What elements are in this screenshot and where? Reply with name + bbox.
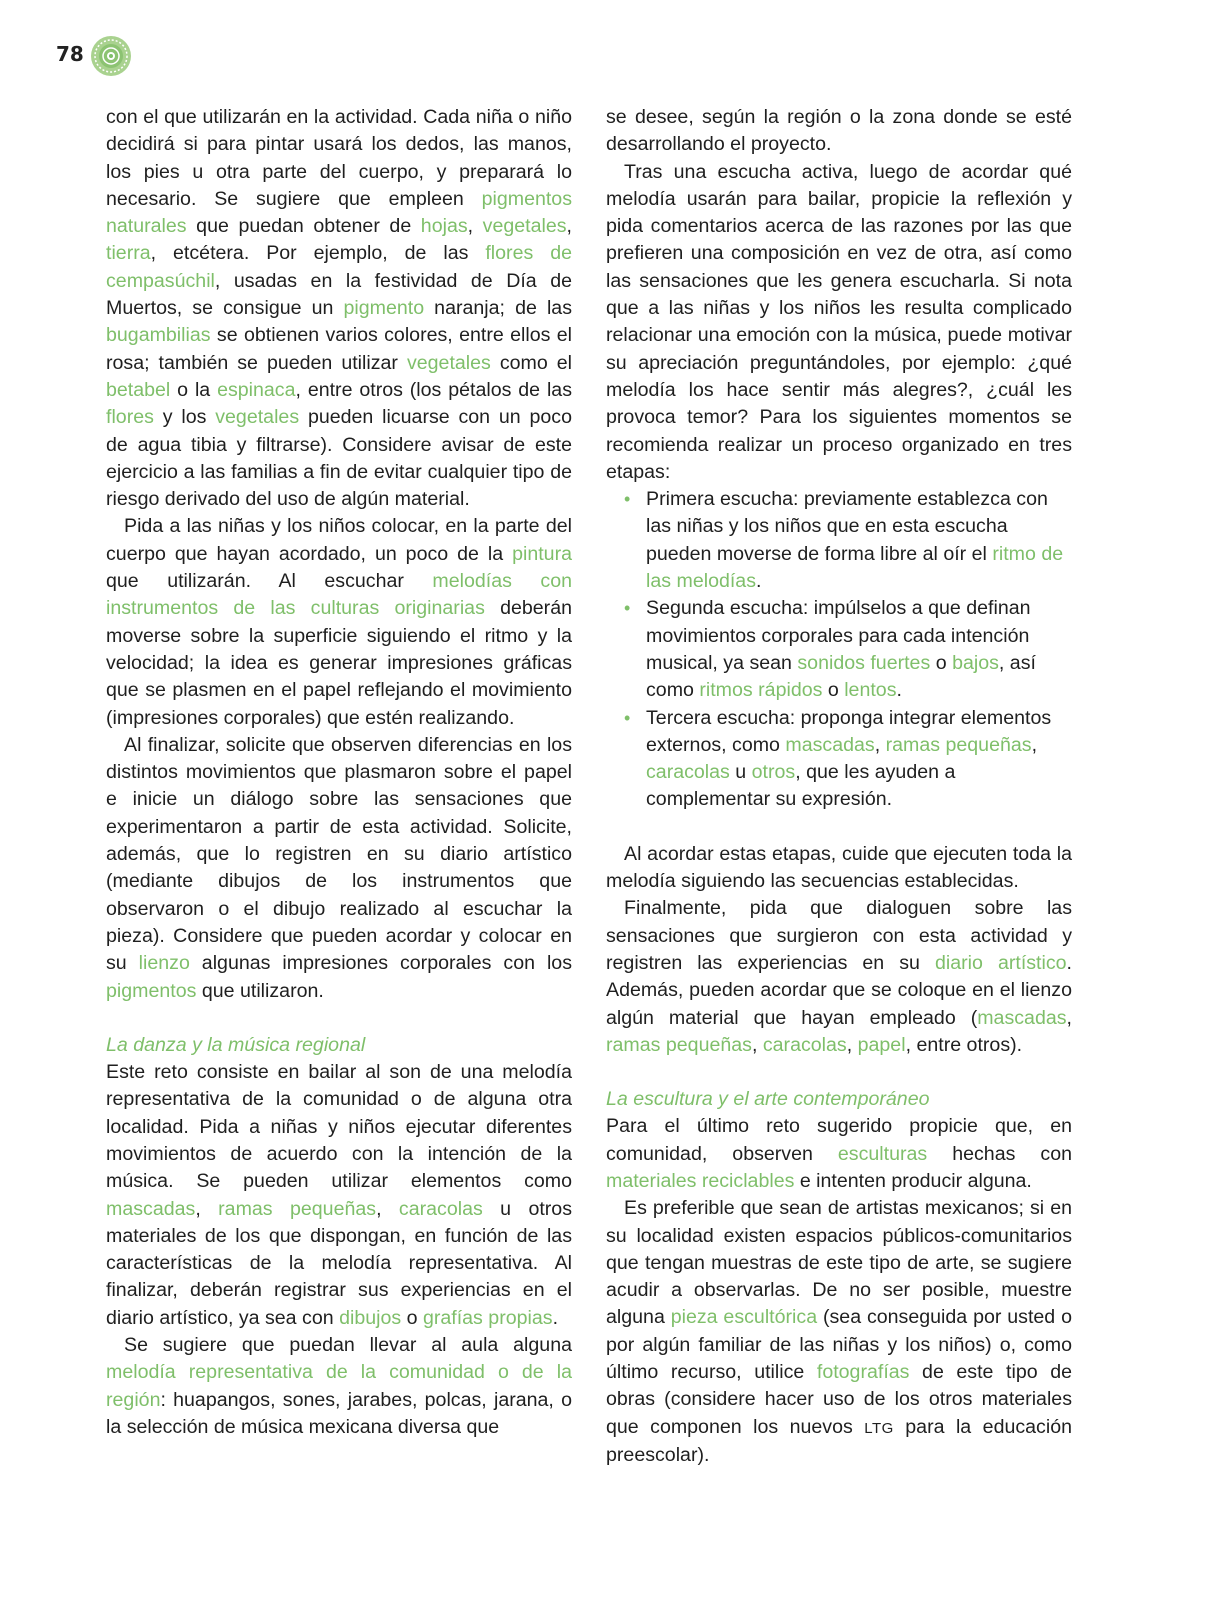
acronym: LTG: [864, 1419, 894, 1437]
highlighted-term: vegetales: [406, 351, 491, 374]
text-run: algunas impresiones corporales con los: [189, 952, 573, 975]
section-heading: La escultura y el arte contemporáneo: [606, 1088, 930, 1111]
text-run: : huapangos, sones, jarabes, polcas, jarana, o la selección de música mexicana diversa que: [106, 1388, 572, 1438]
text-run: Pida a las niñas y los niños colocar, en la parte del cuerpo que hayan acordado, un poco de la: [106, 515, 572, 565]
text-run: Primera escucha: previamente establezca con las niñas y los niños que en esta escucha pueden moverse de forma libre al oír el: [646, 488, 1048, 565]
highlighted-term: esculturas: [837, 1142, 928, 1165]
highlighted-term: vegetales: [482, 215, 567, 238]
paragraph: [106, 732, 572, 1005]
text-run: Tercera escucha: proponga integrar elementos externos, como: [646, 706, 1052, 756]
text-run: naranja; de las: [424, 297, 572, 320]
paragraph: [606, 104, 1072, 159]
text-run: ,: [1066, 1006, 1072, 1029]
text-run: u otros materiales de los que dispongan, en función de las características de la melodía representativa. Al finalizar, deberán registrar sus experiencias en el diario artístico, ya sea con: [106, 1197, 572, 1329]
highlighted-term: melodía representativa de la comunidad o de la región: [106, 1361, 572, 1411]
text-run: Segunda escucha: impúlselos a que definan movimientos corporales para cada intención musical, ya sean: [646, 597, 1031, 674]
list-item: [624, 705, 1072, 814]
text-run: que utilizaron.: [196, 979, 324, 1002]
text-run: , que les ayuden a complementar su expresión.: [646, 761, 956, 811]
text-run: o: [822, 679, 845, 702]
text-run: ,: [751, 1033, 763, 1056]
highlighted-term: flores de cempasúchil: [106, 242, 572, 292]
highlighted-term: ritmo de las melodías: [646, 542, 1064, 593]
stages-list: [606, 486, 1072, 814]
highlighted-term: diario artístico: [934, 951, 1067, 974]
highlighted-term: ramas pequeñas: [218, 1197, 377, 1220]
text-run: Es preferible que sean de artistas mexicanos; si en su localidad existen espacios públicos-comunitarios que tengan muestras de este tipo de arte, se sugiere acudir a observarlas. De no ser posible, muestre alguna: [606, 1197, 1072, 1329]
highlighted-term: hojas: [420, 215, 468, 238]
text-run: ,: [846, 1033, 858, 1056]
text-run: , entre otros).: [905, 1033, 1023, 1056]
text-run: u: [729, 761, 752, 784]
highlighted-term: caracolas: [646, 761, 730, 784]
highlighted-term: betabel: [106, 378, 171, 401]
text-run: e intenten producir alguna.: [794, 1169, 1032, 1192]
highlighted-term: pigmentos naturales: [106, 187, 572, 238]
highlighted-term: vegetales: [215, 406, 300, 429]
text-run: de este tipo de obras (considere hacer uso de los otros materiales que componen los nuevos: [606, 1361, 1072, 1438]
highlighted-term: tierra: [106, 242, 151, 265]
highlighted-term: grafías propias: [422, 1306, 553, 1329]
highlighted-term: otros: [751, 761, 796, 784]
text-run: , así como: [646, 651, 1036, 702]
paragraph: [606, 1195, 1072, 1469]
highlighted-term: ritmos rápidos: [699, 679, 823, 702]
highlighted-term: mascadas: [785, 733, 875, 756]
text-run: ,: [376, 1197, 399, 1220]
highlighted-term: bugambilias: [106, 324, 211, 347]
text-run: como el: [490, 351, 572, 374]
highlighted-term: caracolas: [398, 1197, 483, 1220]
text-run: ,: [566, 215, 572, 238]
highlighted-term: papel: [857, 1033, 906, 1056]
text-run: Se sugiere que puedan llevar al aula alguna: [124, 1334, 572, 1357]
paragraph: [106, 1332, 572, 1441]
paragraph: [106, 513, 572, 731]
text-run: .: [756, 570, 762, 593]
text-run: y los: [153, 406, 216, 429]
text-run: pueden licuarse con un poco de agua tibia y filtrarse). Considere avisar de este ejercicio a las familias a fin de evitar cualquier tipo de riesgo derivado del uso de algún material.: [106, 406, 572, 511]
highlighted-term: flores: [106, 406, 154, 429]
text-run: que utilizarán. Al escuchar: [106, 570, 433, 593]
bullet-icon: •: [624, 707, 631, 728]
text-run: o: [930, 651, 953, 674]
paragraph: [106, 1059, 572, 1332]
highlighted-term: pintura: [512, 542, 572, 565]
paragraph: [606, 841, 1072, 896]
page-number: 78: [56, 42, 84, 66]
highlighted-term: caracolas: [762, 1033, 847, 1056]
highlighted-term: mascadas: [106, 1197, 196, 1220]
highlighted-term: ramas pequeñas: [885, 733, 1032, 756]
text-run: se obtienen varios colores, entre ellos el rosa; también se pueden utilizar: [106, 324, 572, 374]
bullet-icon: •: [624, 598, 631, 619]
paragraph: [606, 1113, 1072, 1195]
highlighted-term: fotografías: [816, 1361, 910, 1384]
highlighted-term: pigmentos: [106, 979, 197, 1002]
highlighted-term: mascadas: [977, 1006, 1067, 1029]
paragraph: [606, 895, 1072, 1059]
left-column: [106, 104, 572, 1441]
text-run: . Además, pueden acordar que se coloque en el lienzo algún material que hayan empleado (: [606, 951, 1072, 1029]
list-item: [624, 595, 1072, 704]
list-item: [624, 486, 1072, 595]
text-run: ,: [874, 733, 886, 756]
highlighted-term: espinaca: [217, 378, 296, 401]
highlighted-term: lienzo: [138, 952, 190, 975]
text-run: o: [401, 1306, 423, 1329]
text-run: con el que utilizarán en la actividad. Cada niña o niño decidirá si para pintar usará los dedos, las manos, los pies u otra parte del cuerpo, y preparará lo necesario. Se sugiere que empleen: [106, 106, 572, 210]
text-run: .: [896, 679, 902, 702]
text-run: ,: [1031, 733, 1038, 756]
text-run: , usadas en la festividad de Día de Muertos, se consigue un: [106, 269, 572, 320]
highlighted-term: pieza escultórica: [670, 1306, 818, 1329]
bullet-icon: •: [624, 489, 631, 510]
text-run: (sea conseguida por usted o por algún familiar de las niñas y los niños) o, como último recurso, utilice: [606, 1306, 1072, 1384]
text-run: .: [552, 1306, 559, 1329]
highlighted-term: ramas pequeñas: [606, 1033, 752, 1056]
text-run: ,: [467, 215, 483, 238]
right-column: [606, 104, 1072, 1469]
text-run: ,: [195, 1197, 219, 1220]
section-heading: La danza y la música regional: [106, 1033, 366, 1056]
highlighted-term: sonidos fuertes: [797, 651, 931, 674]
text-run: deberán moverse sobre la superficie siguiendo el ritmo y la velocidad; la idea es generar impresiones gráficas que se plasmen en el papel reflejando el movimiento (impresiones corporales) que estén realizando.: [106, 597, 572, 729]
highlighted-term: bajos: [952, 651, 999, 674]
decorative-mandala-icon: [90, 35, 132, 77]
highlighted-term: materiales reciclables: [606, 1169, 795, 1192]
highlighted-term: lentos: [844, 679, 897, 702]
paragraph: [106, 104, 572, 513]
highlighted-term: dibujos: [339, 1306, 402, 1329]
text-run: Tras una escucha activa, luego de acordar qué melodía usarán para bailar, propicie la reflexión y pida comentarios acerca de las razones por las que prefieren una composición en vez de otra, así como las sensaciones que les genera escucharla. Si nota que a las niñas y los niños les resulta complicado relacionar una emoción con la música, puede motivar su apreciación preguntándoles, por ejemplo: ¿qué melodía los hace sentir más alegres?, ¿cuál les provoca temor? Para los siguientes momentos se recomienda realizar un proceso organizado en tres etapas:: [606, 160, 1072, 483]
text-run: Al acordar estas etapas, cuide que ejecuten toda la melodía siguiendo las secuencias establecidas.: [606, 842, 1072, 893]
paragraph: [606, 159, 1072, 487]
text-run: Finalmente, pida que dialoguen sobre las sensaciones que surgieron con esta actividad y registren las experiencias en su: [606, 897, 1072, 974]
highlighted-term: pigmento: [343, 297, 425, 320]
text-run: , entre otros (los pétalos de las: [295, 378, 572, 401]
text-run: para la educación preescolar).: [606, 1415, 1072, 1466]
highlighted-term: melodías con instrumentos de las culturas originarias: [106, 570, 573, 620]
text-run: o la: [170, 378, 218, 401]
text-run: Este reto consiste en bailar al son de una melodía representativa de la comunidad o de alguna otra localidad. Pida a niñas y niños ejecutar diferentes movimientos de acuerdo con la intención de la música. Se pueden utilizar elementos como: [106, 1061, 572, 1193]
text-run: Para el último reto sugerido propicie que, en comunidad, observen: [606, 1115, 1072, 1165]
text-run: Al finalizar, solicite que observen diferencias en los distintos movimientos que plasmaron sobre el papel e inicie un diálogo sobre las sensaciones que experimentaron a partir de esta actividad. Solicite, además, que lo registren en su diario artístico (mediante dibujos de los instrumentos que observaron o el dibujo realizado al escuchar la pieza). Considere que pueden acordar y colocar en su: [106, 733, 572, 975]
text-run: que puedan obtener de: [186, 215, 421, 238]
text-run: , etcétera. Por ejemplo, de las: [150, 242, 486, 265]
text-run: hechas con: [927, 1142, 1072, 1165]
text-run: se desee, según la región o la zona donde se esté desarrollando el proyecto.: [606, 106, 1072, 156]
